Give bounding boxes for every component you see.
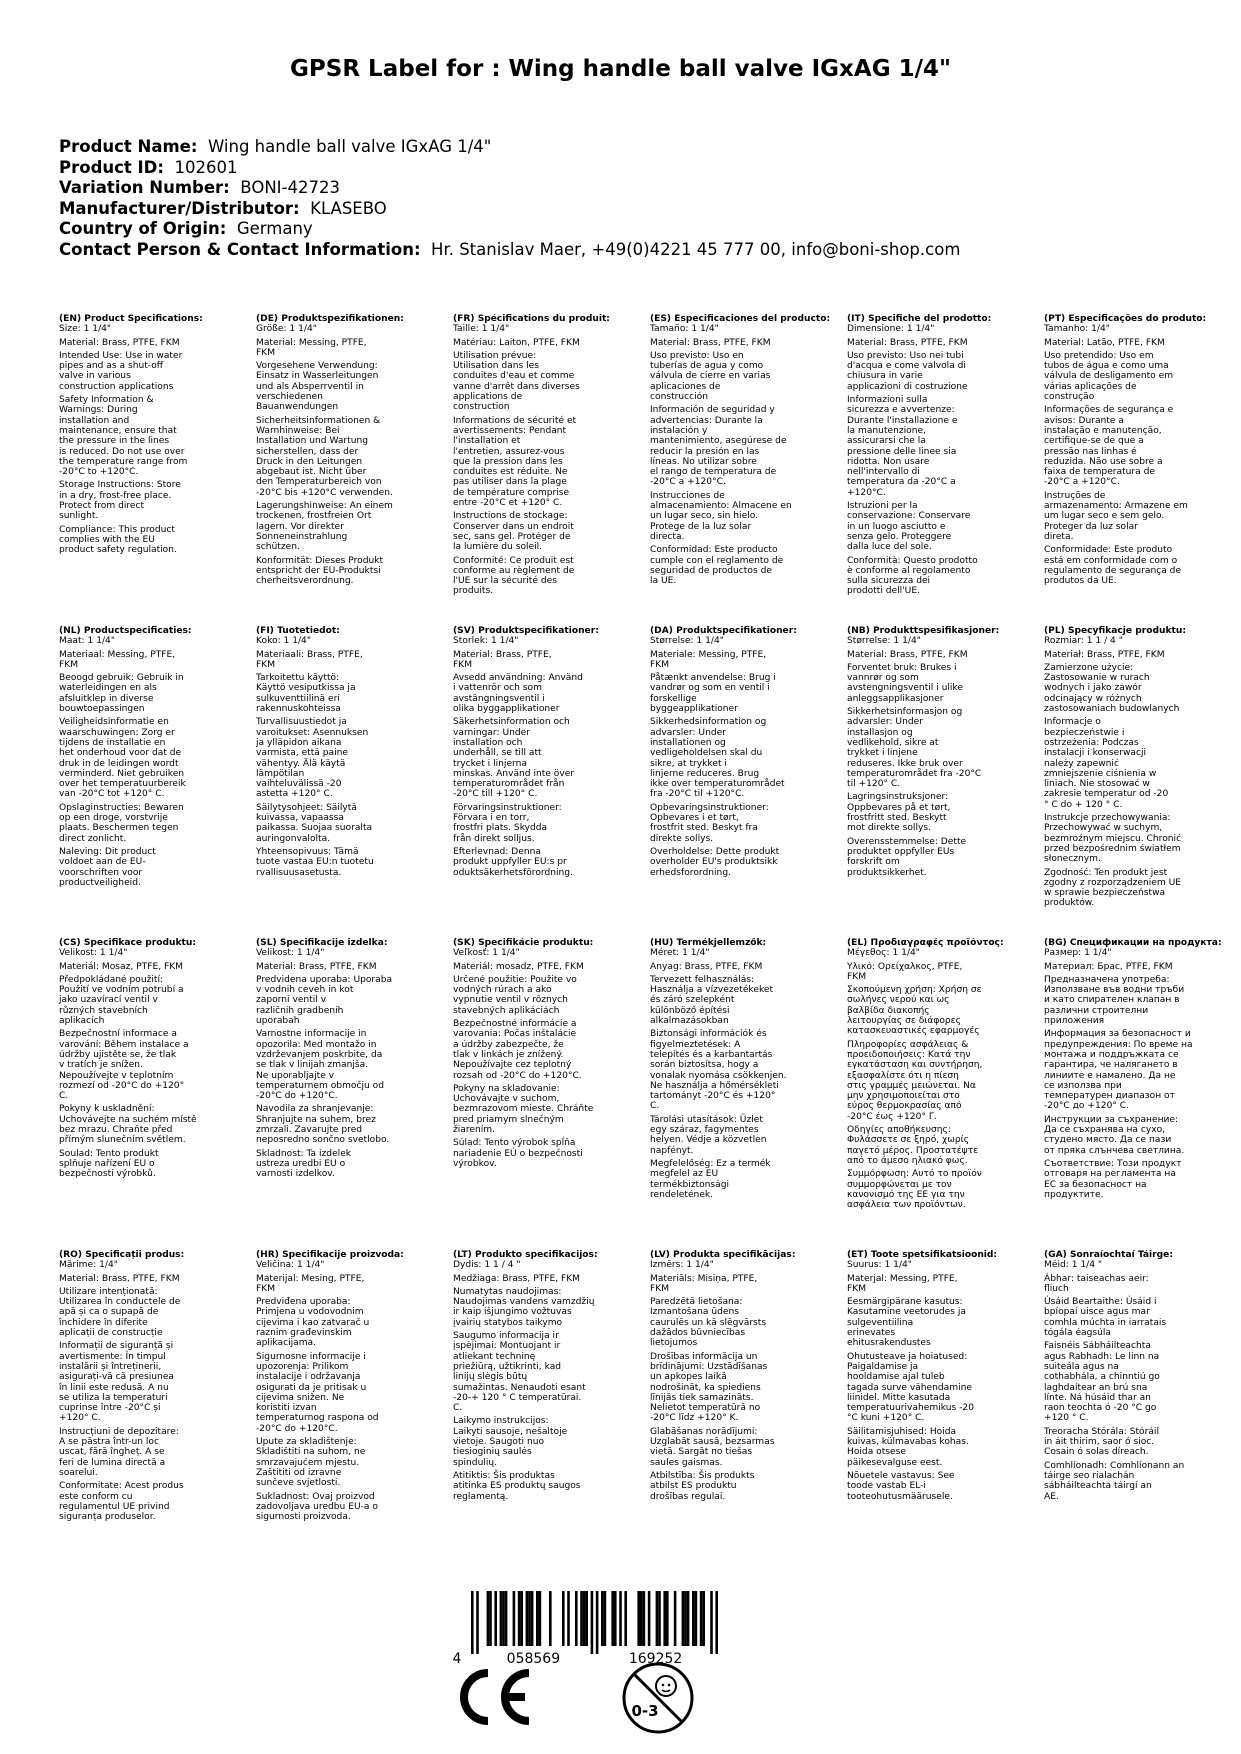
- spec-entry: Taille: 1 1/4": [453, 324, 510, 335]
- variation-number-row: [59, 178, 1199, 199]
- spec-block: [59, 314, 247, 626]
- spec-entry: Comhlíonadh: Comhlíonann an táirge seo rialachán sábháilteachta táirgí an AE.: [1044, 1460, 1185, 1502]
- barcode-bar: [528, 1591, 531, 1646]
- spec-entry: Uso previsto: Uso en tuberías de agua y como válvula de cierre en varias aplicaciones de construcción: [650, 350, 771, 403]
- product-name-row: [59, 137, 1199, 158]
- info-value: BONI-42723: [240, 178, 340, 197]
- spec-block: [59, 626, 247, 938]
- spec-heading: (SL) Specifikacije izdelka:: [256, 938, 388, 948]
- spec-block: [59, 938, 247, 1250]
- info-label: Manufacturer/Distributor:: [59, 198, 300, 218]
- spec-heading: (LT) Produkto specifikacijos:: [453, 1250, 598, 1260]
- spec-heading: (NL) Productspecificaties:: [59, 626, 192, 636]
- age-mark-label: 0-3: [631, 1702, 659, 1720]
- spec-entry: Ohutusteave ja hoiatused: Paigaldamise ja hooldamise ajal tuleb tagada surve vähendamine liinidel. Mitte kasutada temperatuurivahemikus -20 °C kuni +120° C.: [847, 1351, 974, 1424]
- spec-block: [256, 1250, 444, 1562]
- info-label: Contact Person & Contact Information:: [59, 239, 421, 259]
- info-label: Country of Origin:: [59, 219, 227, 238]
- barcode-bar: [666, 1591, 669, 1646]
- barcode-bar: [614, 1591, 617, 1646]
- info-value: 102601: [174, 157, 238, 177]
- barcode-bar: [526, 1591, 529, 1646]
- barcode-bar: [502, 1591, 505, 1646]
- spec-entry: Velikost: 1 1/4": [59, 948, 128, 959]
- info-label: Product ID:: [59, 157, 164, 177]
- spec-block: [847, 314, 1035, 626]
- spec-block: [650, 314, 838, 626]
- spec-entry: Materiaali: Brass, PTFE, FKM: [256, 649, 363, 670]
- spec-entry: Saugumo informacija ir įspėjimai: Montuojant ir atliekant techninę priežiūrą, užtikrinti, kad linijų slėgis būtų sumažintas. Nenaudoti esant -20-+ 120 ° C temperatūrai. C.: [453, 1331, 586, 1414]
- spec-block: [1044, 938, 1232, 1250]
- spec-entry: Material: Brass, PTFE, FKM: [650, 337, 771, 348]
- spec-block: [256, 938, 444, 1250]
- barcode-bar: [656, 1591, 659, 1646]
- spec-entry: Veľkosť: 1 1/4": [453, 948, 520, 959]
- spec-entry: Utilisation prévue: Utilisation dans les conduites d'eau et comme vanne d'arrêt dans diverses applications de construction: [453, 350, 580, 413]
- spec-heading: (BG) Спецификации на продукта:: [1044, 938, 1222, 948]
- spec-entry: Съответствие: Този продукт отговаря на регламента на ЕС за безопасност на продуктите.: [1044, 1158, 1182, 1200]
- barcode-bar: [536, 1591, 539, 1646]
- spec-entry: Säilytysohjeet: Säilytä kuivassa, vapaassa paikassa. Suojaa suoralta auringonvalolta.: [256, 802, 373, 844]
- spec-block: [453, 1250, 641, 1562]
- barcode-bar: [494, 1591, 497, 1646]
- spec-entry: Turvallisuustiedot ja varoitukset: Asennuksen ja ylläpidon aikana varmista, että paine vähentyy. Älä käytä lämpötilan vaihteluvälissä -20 astetta +120° C.: [256, 717, 369, 800]
- spec-heading: (FI) Tuotetiedot:: [256, 626, 340, 636]
- spec-entry: Предназначена употреба: Използване във водни тръби и като спирателен клапан в различни строителни приложения: [1044, 974, 1185, 1027]
- ce-mark-icon: [455, 1667, 535, 1727]
- spec-entry: Avsedd användning: Använd i vattenrör och som avstängningsventil i olika byggapplikationer: [453, 673, 583, 715]
- spec-entry: Informazioni sulla sicurezza e avvertenze: Durante l'installazione e la manutenzione, assicurarsi che la pressione delle linee sia ridotta. Non usare nell'intervallo di temperatura da -20°C a +120°C.: [847, 395, 958, 498]
- spec-entry: Dydis: 1 1 / 4 ": [453, 1260, 521, 1271]
- spec-entry: Säkerhetsinformation och varningar: Under installation och underhåll, se till att trycket i linjerna minskas. Använd inte över temperaturområdet från -20°C till +120° C.: [453, 717, 575, 800]
- spec-entry: Predviđena uporaba: Primjena u vodovodnim cijevima i kao zatvarač u raznim građevinskim aplikacijama.: [256, 1297, 370, 1349]
- barcode-bar: [487, 1591, 490, 1646]
- barcode-bars: [441, 1591, 741, 1665]
- product-info: [59, 137, 1199, 260]
- spec-entry: Materijal: Mesing, PTFE, FKM: [256, 1273, 365, 1294]
- spec-entry: Πληροφορίες ασφάλειας & προειδοποιήσεις: Κατά την εγκατάσταση και συντήρηση, εξασφαλίστε ότι η πίεση στις γραμμές μειώνεται. Να μην χρησιμοποιείται στο εύρος θερμοκρασίας από -20°C έως +120° Γ.: [847, 1039, 983, 1122]
- spec-entry: Lagringsinstruksjoner: Oppbevares på et tørt, frostfritt sted. Beskytt mot direkte sollys.: [847, 792, 951, 834]
- spec-entry: Treoracha Stórála: Stóráil in áit thirim, saor ó sioc. Cosain ó solas díreach.: [1044, 1426, 1159, 1458]
- spec-entry: Mărime: 1/4": [59, 1260, 118, 1271]
- spec-entry: Materiaal: Messing, PTFE, FKM: [59, 649, 176, 670]
- spec-entry: Υλικό: Ορείχαλκος, PTFE, FKM: [847, 961, 963, 982]
- spec-grid: [59, 314, 1229, 1562]
- spec-entry: Opslaginstructies: Bewaren op een droge, vorstvrije plaats. Beschermen tegen direct zonlicht.: [59, 802, 184, 844]
- spec-entry: Upute za skladištenje: Skladištiti na suhom, ne smrzavajućem mjestu. Zaštititi od izravne sunčeve svjetlosti.: [256, 1437, 366, 1489]
- spec-heading: (DE) Produktspezifikationen:: [256, 314, 404, 324]
- barcode-bar: [702, 1591, 705, 1646]
- info-label: Product Name:: [59, 137, 198, 156]
- barcode-bar: [513, 1591, 516, 1646]
- spec-entry: Anyag: Brass, PTFE, FKM: [650, 961, 763, 972]
- spec-heading: (PL) Specyfikacje produktu:: [1044, 626, 1186, 636]
- spec-block: [847, 938, 1035, 1250]
- barcode-bar: [471, 1591, 474, 1654]
- spec-heading: (ES) Especificaciones del producto:: [650, 314, 831, 324]
- spec-entry: Rozmiar: 1 1 / 4 ": [1044, 636, 1123, 647]
- spec-entry: Compliance: This product complies with the EU product safety regulation.: [59, 524, 177, 556]
- spec-entry: Dimensione: 1 1/4": [847, 324, 935, 335]
- spec-entry: Sigurnosne informacije i upozorenja: Prilikom instalacije i održavanja osigurati da je pritisak u cijevima snižen. Ne koristiti izvan temperaturnog raspona od -20°C do +120°C.: [256, 1351, 379, 1434]
- spec-heading: (SV) Produktspecifikationer:: [453, 626, 599, 636]
- spec-entry: Veličina: 1 1/4": [256, 1260, 325, 1271]
- spec-heading: (NB) Produkttspesifikasjoner:: [847, 626, 1000, 636]
- spec-entry: Zamierzone użycie: Zastosowanie w rurach wodnych i jako zawór odcinający w różnych zastosowaniach budowlanych: [1044, 662, 1180, 715]
- spec-heading: (GA) Sonraíochtaí Táirge:: [1044, 1250, 1173, 1260]
- spec-entry: Méid: 1 1/4 ": [1044, 1260, 1103, 1271]
- spec-entry: Soulad: Tento produkt splňuje nařízení EU o bezpečnosti výrobků.: [59, 1148, 159, 1180]
- spec-entry: Informacje o bezpieczeństwie i ostrzeżenia: Podczas instalacji i konserwacji należy zapewnić zmniejszenie ciśnienia w liniach. Nie stosować w zakresie temperatur od -20 ° C do + 120 ° C.: [1044, 717, 1169, 810]
- spec-entry: Předpokládané použití: Použití ve vodním potrubí a jako uzavírací ventil v různých stavebních aplikacích: [59, 974, 184, 1027]
- spec-entry: Materiał: Brass, PTFE, FKM: [1044, 649, 1165, 660]
- spec-heading: (HU) Termékjellemzők:: [650, 938, 767, 948]
- spec-entry: Instrukcje przechowywania: Przechowywać w suchym, bezmroźnym miejscu. Chronić przed bezpośrednim światłem słonecznym.: [1044, 813, 1182, 865]
- country-of-origin-row: [59, 219, 1199, 240]
- spec-entry: Material: Messing, PTFE, FKM: [256, 337, 367, 358]
- spec-entry: Konformität: Dieses Produkt entspricht der EU-Produktsi cherheitsverordnung.: [256, 555, 384, 587]
- spec-heading: (PT) Especificações do produto:: [1044, 314, 1207, 324]
- spec-entry: Numatytas naudojimas: Naudojimas vandens vamzdžių ir kaip išjungimo vožtuvas įvairių statybos taikymo: [453, 1286, 595, 1328]
- spec-entry: Размер: 1 1/4": [1044, 948, 1112, 959]
- spec-heading: (LV) Produkta specifikācijas:: [650, 1250, 796, 1260]
- spec-entry: Pokyny k uskladnění: Uchovávejte na suchém místě bez mrazu. Chraňte před přímým slunečním světlem.: [59, 1104, 197, 1146]
- spec-entry: Materiál: mosadz, PTFE, FKM: [453, 961, 584, 972]
- spec-entry: Úsáid Beartaithe: Úsáid i bpíopaí uisce agus mar comhla múchta in iarratais tógála éagsúla: [1044, 1297, 1167, 1339]
- barcode-digits: 169252: [628, 1651, 683, 1665]
- spec-entry: Storage Instructions: Store in a dry, frost-free place. Protect from direct sunlight.: [59, 480, 181, 522]
- spec-heading: (EL) Προδιαγραφές προϊόντος:: [847, 938, 1004, 948]
- barcode-bar: [624, 1591, 627, 1646]
- spec-entry: Storlek: 1 1/4": [453, 636, 519, 647]
- contact-row: [59, 240, 1199, 261]
- spec-entry: Navodila za shranjevanje: Shranjujte na suhem, brez zmrzali. Zavarujte pred neposredno sončno svetlobo.: [256, 1104, 390, 1146]
- spec-entry: Súlad: Tento výrobok spĺňa nariadenie EÚ o bezpečnosti výrobkov.: [453, 1138, 583, 1169]
- spec-entry: Materiál: Mosaz, PTFE, FKM: [59, 961, 184, 972]
- barcode-bar: [567, 1591, 570, 1646]
- barcode-digits: 4: [452, 1651, 462, 1665]
- barcode-digits: 058569: [506, 1651, 561, 1665]
- spec-entry: Instructions de stockage: Conserver dans un endroit sec, sans gel. Protéger de la lumière du soleil.: [453, 511, 574, 553]
- spec-entry: Ábhar: taiseachas aeir: fliuch: [1044, 1273, 1149, 1294]
- spec-entry: Suurus: 1 1/4": [847, 1260, 912, 1271]
- info-value: Germany: [236, 219, 313, 238]
- spec-entry: Instruções de armazenamento: Armazene em um lugar seco e sem gelo. Proteger da luz solar direta.: [1044, 490, 1188, 542]
- spec-heading: (EN) Product Specifications:: [59, 314, 203, 324]
- spec-entry: Určené použitie: Použite vo vodných rúrach a ako vypnutie ventil v rôznych stavebných aplikáciách: [453, 974, 577, 1016]
- spec-heading: (ET) Toote spetsifikatsioonid:: [847, 1250, 998, 1260]
- spec-entry: Informații de siguranță și avertismente: În timpul instalării și întreținerii, asigurați-vă că presiunea în linii este redusă. A nu se utiliza la temperaturi cuprinse între -20°C și +120° C.: [59, 1341, 174, 1424]
- barcode-bar: [658, 1591, 661, 1646]
- spec-entry: Atitiktis: Šis produktas atitinka ES produktų saugos reglamentą.: [453, 1470, 581, 1502]
- spec-entry: Material: Brass, PTFE, FKM: [59, 337, 180, 348]
- barcode-bar: [682, 1591, 685, 1646]
- spec-entry: Συμμόρφωση: Αυτό το προϊόν συμμορφώνεται με τον κανονισμό της ΕΕ για την ασφάλεια των προϊόντων.: [847, 1169, 982, 1211]
- barcode-bar: [611, 1591, 614, 1646]
- spec-entry: Yhteensopivuus: Tämä tuote vastaa EU:n tuotetu rvallisuusasetusta.: [256, 846, 374, 878]
- spec-entry: Material: Latão, PTFE, FKM: [1044, 337, 1165, 348]
- spec-entry: Intended Use: Use in water pipes and as a shut-off valve in various construction applications: [59, 350, 183, 392]
- barcode-bar: [500, 1591, 503, 1646]
- spec-entry: Conformidad: Este producto cumple con el reglamento de seguridad de productos de la UE.: [650, 545, 784, 587]
- barcode-bar: [619, 1591, 622, 1646]
- spec-block: [847, 1250, 1035, 1562]
- barcode-bar: [710, 1591, 713, 1654]
- barcode-bar: [674, 1591, 677, 1646]
- product-id-row: [59, 158, 1199, 179]
- spec-entry: Størrelse: 1 1/4": [650, 636, 724, 647]
- barcode-bar: [700, 1591, 703, 1646]
- barcode-bar: [684, 1591, 687, 1646]
- spec-entry: Materiale: Messing, PTFE, FKM: [650, 649, 767, 670]
- spec-heading: (DA) Produktspecifikationer:: [650, 626, 797, 636]
- spec-heading: (SK) Špecifikácie produktu:: [453, 938, 594, 948]
- spec-entry: Tervezett felhasználás: Használja a vízvezetékeket és záró szelepként különböző építési alkalmazásokban: [650, 974, 774, 1027]
- spec-block: [256, 314, 444, 626]
- spec-entry: Varnostne informacije in opozorila: Med montažo in vzdrževanjem poskrbite, da se tlak v linijah zmanjša. Ne uporabljajte v temperaturnem območju od -20°C do +120°C.: [256, 1029, 384, 1102]
- spec-entry: Material: Brass, PTFE, FKM: [59, 1273, 180, 1284]
- spec-entry: Σκοπούμενη χρήση: Χρήση σε σωλήνες νερού και ως βαλβίδα διακοπής λειτουργίας σε διάφορες κατασκευαστικές εφαρμογές: [847, 985, 982, 1037]
- spec-entry: Informations de sécurité et avertissements: Pendant l'installation et l'entretien, assurez-vous que la pression dans les conduites est réduite. Ne pas utiliser dans la plage de température comprise entre -20°C et +120° C.: [453, 415, 577, 509]
- spec-block: [453, 314, 641, 626]
- spec-block: [847, 626, 1035, 938]
- info-value: Hr. Stanislav Maer, +49(0)4221 45 777 00, info@boni-shop.com: [431, 239, 961, 259]
- barcode-bar: [601, 1591, 604, 1646]
- spec-entry: Glabāšanas norādījumi: Uzglabāt sausā, bezsarmas vietā. Sargāt no tiešas saules gaismas.: [650, 1426, 775, 1468]
- spec-entry: Μέγεθος: 1 1/4": [847, 948, 920, 959]
- spec-block: [1044, 626, 1232, 938]
- spec-entry: Material: Brass, PTFE, FKM: [847, 337, 968, 348]
- spec-entry: Laikymo instrukcijos: Laikyti sausoje, nešaltoje vietoje. Saugoti nuo tiesioginių saulės spindulių.: [453, 1416, 568, 1468]
- barcode-bar: [663, 1591, 666, 1646]
- barcode-bar: [489, 1591, 492, 1646]
- spec-entry: Материал: Брас, PTFE, FKM: [1044, 961, 1173, 972]
- spec-entry: Sukladnost: Ovaj proizvod zadovoljava uredbu EU-a o sigurnosti proizvoda.: [256, 1491, 378, 1523]
- spec-entry: Material: Brass, PTFE, FKM: [453, 649, 552, 670]
- spec-entry: Paredzētā lietošana: Izmantošana ūdens caurulēs un kā slēgvārsts dažādos būvniecības lietojumos: [650, 1297, 767, 1349]
- spec-entry: Material: Brass, PTFE, FKM: [256, 961, 377, 972]
- spec-entry: Säilitamisjuhised: Hoida kuivas, külmavabas kohas. Hoida otsese päikesevalguse eest.: [847, 1426, 969, 1468]
- barcode-bar: [531, 1591, 534, 1646]
- spec-entry: Maat: 1 1/4": [59, 636, 116, 647]
- barcode-bar: [596, 1591, 599, 1654]
- barcode-bar: [640, 1591, 643, 1646]
- spec-entry: Conformité: Ce produit est conforme au règlement de l'UE sur la sécurité des produits.: [453, 555, 575, 597]
- spec-block: [453, 938, 641, 1250]
- spec-entry: Tamanho: 1/4": [1044, 324, 1110, 335]
- spec-entry: Beoogd gebruik: Gebruik in waterleidingen en als afsluitklep in diverse bouwtoepassingen: [59, 673, 184, 715]
- barcode: [441, 1591, 741, 1665]
- spec-entry: Materjal: Messing, PTFE, FKM: [847, 1273, 958, 1294]
- barcode-bar: [539, 1591, 542, 1646]
- barcode-bar: [583, 1591, 586, 1646]
- spec-entry: Información de seguridad y advertencias: Durante la instalación y mantenimiento, asegúrese de reducir la presión en las líneas. No utilizar sobre el rango de temperatura de -20°C a +120°C.: [650, 405, 787, 488]
- barcode-bar: [591, 1591, 594, 1654]
- spec-entry: Sicherheitsinformationen & Warnhinweise: Bei Installation und Wartung sicherstellen, dass der Druck in den Leitungen abgebaut ist. Nicht über den Temperaturbereich von -20°C bis +120°C verwenden.: [256, 415, 393, 498]
- spec-entry: Matériau: Laiton, PTFE, FKM: [453, 337, 580, 348]
- spec-entry: Velikost: 1 1/4": [256, 948, 325, 959]
- spec-entry: Sikkerhetsinformasjon og advarsler: Under installasjon og vedlikehold, sikre at trykket i linjene reduseres. Ikke bruk over temperaturområdet fra -20°C til +120° C.: [847, 707, 982, 790]
- barcode-bar: [585, 1591, 588, 1646]
- spec-entry: Forventet bruk: Brukes i vannrør og som avstengningsventil i ulike anleggsapplikasjoner: [847, 662, 963, 704]
- spec-entry: Naleving: Dit product voldoet aan de EU- voorschriften voor productveiligheid.: [59, 846, 156, 888]
- spec-entry: Nõuetele vastavus: See toode vastab EL-i tooteohutusmäärusele.: [847, 1470, 955, 1502]
- spec-entry: Tamaño: 1 1/4": [650, 324, 719, 335]
- spec-entry: Pokyny na skladovanie: Uchovávajte v suchom, bezmrazovom mieste. Chráňte pred priamym slnečným žiarením.: [453, 1083, 594, 1136]
- barcode-bar: [687, 1591, 690, 1646]
- info-value: KLASEBO: [310, 198, 387, 218]
- spec-entry: Förvaringsinstruktioner: Förvara i en torr, frostfri plats. Skydda från direkt solljus.: [453, 802, 562, 844]
- barcode-bar: [562, 1591, 565, 1646]
- spec-entry: Lagerungshinweise: An einem trockenen, frostfreien Ort lagern. Vor direkter Sonneneinstrahlung schützen.: [256, 501, 393, 553]
- spec-block: [650, 938, 838, 1250]
- barcode-bar: [715, 1591, 718, 1654]
- barcode-bar: [476, 1591, 479, 1654]
- spec-entry: Größe: 1 1/4": [256, 324, 317, 335]
- spec-entry: Uso previsto: Uso nei tubi d'acqua e come valvola di chiusura in varie applicazioni di costruzione: [847, 350, 968, 392]
- barcode-bar: [505, 1591, 508, 1646]
- spec-entry: Izmērs: 1 1/4": [650, 1260, 714, 1271]
- spec-block: [650, 626, 838, 938]
- spec-entry: Méret: 1 1/4": [650, 948, 710, 959]
- info-label: Variation Number:: [59, 178, 230, 197]
- spec-entry: Drošības informācija un brīdinājumi: Uzstādīšanas un apkopes laikā nodrošināt, ka spiediens līnijās tiek samazināts. Nelietot temperatūrā no -20°C līdz +120° K.: [650, 1351, 768, 1424]
- info-value: Wing handle ball valve IGxAG 1/4": [207, 137, 492, 156]
- barcode-bar: [580, 1591, 583, 1646]
- spec-entry: Sikkerhedsinformation og advarsler: Under installationen og vedligeholdelsen skal du sikre, at trykket i linjerne reduceres. Brug ikke over temperaturområdet fra -20°C til +120°C.: [650, 717, 785, 800]
- spec-entry: Conformitate: Acest produs este conform cu regulamentul UE privind siguranța produselor.: [59, 1481, 184, 1523]
- spec-heading: (FR) Spécifications du produit:: [453, 314, 610, 324]
- spec-heading: (HR) Specifikacije proizvoda:: [256, 1250, 404, 1260]
- spec-entry: Opbevaringsinstruktioner: Opbevares i et tørt, frostfrit sted. Beskyt fra direkte sollys.: [650, 802, 769, 844]
- barcode-bar: [692, 1591, 695, 1646]
- barcode-bar: [520, 1591, 523, 1646]
- spec-entry: Biztonsági információk és figyelmeztetések: A telepítés és a karbantartás során biztosítsa, hogy a vonalak nyomása csökkenjen. Ne használja a hőmérsékleti tartományt -20°C és +120° C.: [650, 1029, 787, 1112]
- spec-entry: Materiāls: Misiņa, PTFE, FKM: [650, 1273, 758, 1294]
- spec-entry: Faisnéis Sábháilteachta agus Rabhadh: Le linn na suiteála agus na cothabhála, a chinntiú go laghdaítear an brú sna línte. Ná húsáid thar an raon teochta ó -20 °C go +120 ° C.: [1044, 1341, 1160, 1424]
- spec-entry: Material: Brass, PTFE, FKM: [847, 649, 968, 660]
- spec-entry: Atbilstība: Šis produkts atbilst ES produktu drošības regulai.: [650, 1470, 755, 1502]
- spec-entry: Tárolási utasítások: Üzlet egy száraz, fagymentes helyen. Védje a közvetlen napfényt.: [650, 1114, 767, 1156]
- barcode-bar: [637, 1591, 640, 1646]
- spec-heading: (CS) Specifikace produktu:: [59, 938, 196, 948]
- barcode-bar: [648, 1591, 651, 1646]
- spec-entry: Uso pretendido: Uso em tubos de água e como uma válvula de desligamento em várias aplicações de construção: [1044, 350, 1174, 403]
- spec-block: [650, 1250, 838, 1562]
- barcode-bar: [643, 1591, 646, 1646]
- spec-block: [1044, 314, 1232, 626]
- spec-heading: (IT) Specifiche del prodotto:: [847, 314, 992, 324]
- spec-entry: Instrucțiuni de depozitare: A se păstra într-un loc uscat, fără îngheț. A se feri de lumina directă a soarelui.: [59, 1426, 179, 1478]
- spec-entry: Инструкции за съхранение: Да се съхранява на сухо, студено място. Да се пази от пряка слънчева светлина.: [1044, 1114, 1185, 1156]
- spec-entry: Οδηγίες αποθήκευσης: Φυλάσσετε σε ξηρό, χωρίς παγετό μέρος. Προστατέψτε από το άμεσο ηλιακό φως.: [847, 1125, 979, 1166]
- spec-entry: Størrelse: 1 1/4": [847, 636, 921, 647]
- spec-entry: Информация за безопасност и предупреждения: По време на монтажа и поддръжката се гарантира, че налягането в линиите е намалено. Да не се използва при температурен диапазон от -20°C до +120° C.: [1044, 1029, 1193, 1112]
- spec-entry: Efterlevnad: Denna produkt uppfyller EU:s pr oduktsäkerhetsförordning.: [453, 846, 573, 878]
- barcode-bar: [695, 1591, 698, 1646]
- spec-entry: Bezpečnostné informácie a varovania: Počas inštalácie a údržby zabezpečte, že tlak v linkách je znížený. Nepoužívajte cez teplotný rozsah od -20°C do +120°C.: [453, 1019, 582, 1081]
- barcode-bar: [549, 1591, 552, 1646]
- spec-entry: Veiligheidsinformatie en waarschuwingen: Zorg er tijdens de installatie en het onderhoud voor dat de druk in de leidingen wordt verminderd. Niet gebruiken over het temperatuurbereik van -20°C tot +120° C.: [59, 717, 186, 800]
- spec-entry: Conformità: Questo prodotto è conforme al regolamento sulla sicurezza dei prodotti dell'UE.: [847, 555, 978, 597]
- spec-entry: Bezpečnostní informace a varování: Během instalace a údržby ujistěte se, že tlak v tratích je snížen. Nepoužívejte v teplotním rozmezí od -20°C do +120° C.: [59, 1029, 189, 1102]
- spec-entry: Overensstemmelse: Dette produktet oppfyller EUs forskrift om produktsikkerhet.: [847, 836, 967, 878]
- spec-block: [59, 1250, 247, 1562]
- spec-entry: Informações de segurança e avisos: Durante a instalação e manutenção, certifique-se de que a pressão nas linhas é reduzida. Não use sobre a faixa de temperatura de -20°C a +120°C.: [1044, 405, 1174, 488]
- spec-entry: Utilizare intenționată: Utilizarea în conductele de apă și ca o supapă de închidere în diferite aplicații de construcție: [59, 1286, 181, 1339]
- spec-entry: Skladnost: Ta izdelek ustreza uredbi EU o varnosti izdelkov.: [256, 1148, 352, 1180]
- spec-block: [453, 626, 641, 938]
- spec-block: [256, 626, 444, 938]
- spec-entry: Koko: 1 1/4": [256, 636, 312, 647]
- spec-entry: Safety Information & Warnings: During installation and maintenance, ensure that the pressure in the lines is reduced. Do not use over the temperature range from -20°C to +120°C.: [59, 395, 188, 478]
- barcode-bar: [518, 1591, 521, 1646]
- spec-entry: Megfelelőség: Ez a termék megfelel az EU termékbiztonsági rendeletének.: [650, 1158, 771, 1200]
- spec-entry: Eesmärgipärane kasutus: Kasutamine veetorudes ja sulgeventiilina erinevates ehitusrakendustes: [847, 1297, 966, 1349]
- spec-entry: Instrucciones de almacenamiento: Almacene en un lugar seco, sin hielo. Protege de la luz solar directa.: [650, 490, 792, 542]
- spec-heading: (RO) Specificații produs:: [59, 1250, 185, 1260]
- spec-entry: Conformidade: Este produto está em conformidade com o regulamento de segurança de produtos da UE.: [1044, 545, 1182, 587]
- page-title: GPSR Label for : Wing handle ball valve IGxAG 1/4": [290, 56, 951, 82]
- spec-entry: Zgodność: Ten produkt jest zgodny z rozporządzeniem UE w sprawie bezpieczeństwa produktów.: [1044, 867, 1182, 909]
- spec-entry: Predvidena uporaba: Uporaba v vodnih ceveh in kot zaporni ventil v različnih gradbenih uporabah: [256, 974, 393, 1027]
- barcode-bar: [604, 1591, 607, 1646]
- not-for-children-0-3-icon: [620, 1660, 696, 1736]
- spec-block: [1044, 1250, 1232, 1562]
- spec-entry: Påtænkt anvendelse: Brug i vandrør og som en ventil i forskellige byggeapplikationer: [650, 673, 776, 715]
- spec-entry: Medžiaga: Brass, PTFE, FKM: [453, 1273, 581, 1284]
- barcode-bar: [575, 1591, 578, 1646]
- spec-entry: Istruzioni per la conservazione: Conservare in un luogo asciutto e senza gelo. Proteggere dalla luce del sole.: [847, 501, 971, 553]
- spec-entry: Tarkoitettu käyttö: Käyttö vesiputkissa ja sulkuventtiilinä eri rakennuskohteissa: [256, 673, 356, 715]
- spec-entry: Size: 1 1/4": [59, 324, 112, 335]
- manufacturer-row: [59, 199, 1199, 220]
- spec-entry: Overholdelse: Dette produkt overholder EU's produktsikk erhedsforordning.: [650, 846, 780, 878]
- spec-entry: Vorgesehene Verwendung: Einsatz in Wasserleitungen und als Absperrventil in verschiedenen Bauanwendungen: [256, 361, 379, 413]
